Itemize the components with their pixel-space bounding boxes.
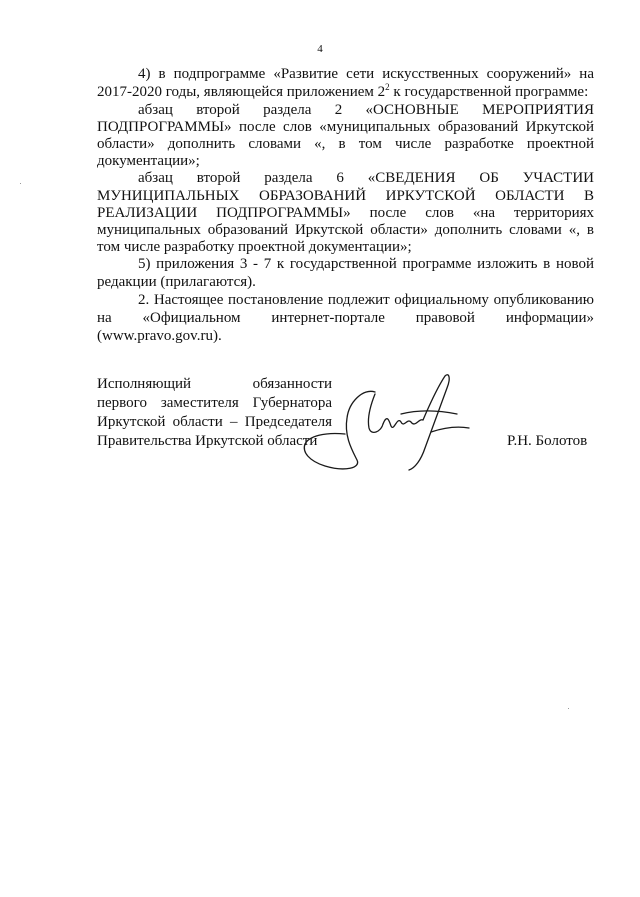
signer-title-line: Правительства Иркутской области (97, 433, 318, 449)
paragraph-item-5: 5) приложения 3 - 7 к государственной программе изложить в новой редакции (прилагаются). (97, 256, 594, 291)
signer-title-line: Иркутской области – Председателя (97, 414, 332, 430)
paragraph-publication: 2. Настоящее постановление подлежит официальному опубликованию на «Официальном интернет-портале правовой информации» (www.pravo.gov.ru). (97, 292, 594, 344)
paragraph-section-6: абзац второй раздела 6 «СВЕДЕНИЯ ОБ УЧАСТИИ МУНИЦИПАЛЬНЫХ ОБРАЗОВАНИЙ ИРКУТСКОЙ ОБЛАСТИ В РЕАЛИЗАЦИИ ПОДПРОГРАММЫ» после слов «на территориях муниципальных образований Иркутской области» дополнить словами «, в том числе разработку проектной документации»; (97, 170, 594, 256)
paragraph-text-continued: к государственной программе: (389, 83, 589, 100)
signature-block (97, 375, 594, 485)
signer-title-line: первого заместителя Губернатора (97, 395, 332, 411)
page-number: 4 (317, 43, 323, 55)
paragraph-item-4 (97, 66, 594, 102)
document-body (97, 66, 594, 345)
handwritten-signature (297, 370, 487, 480)
scan-speck (20, 183, 21, 184)
signer-title-line: Исполняющий обязанности (97, 376, 332, 392)
paragraph-text: 4) в подпрограмме «Развитие сети искусственных сооружений» на 2017-2020 годы, являющейся приложением 2 (97, 66, 594, 100)
paragraph-section-2: абзац второй раздела 2 «ОСНОВНЫЕ МЕРОПРИЯТИЯ ПОДПРОГРАММЫ» после слов «муниципальных образований Иркутской области» дополнить словами «, в том числе разработке проектной документации»; (97, 101, 594, 170)
signer-name: Р.Н. Болотов (507, 433, 588, 449)
superscript: 2 (385, 81, 390, 92)
scan-speck (568, 708, 569, 709)
